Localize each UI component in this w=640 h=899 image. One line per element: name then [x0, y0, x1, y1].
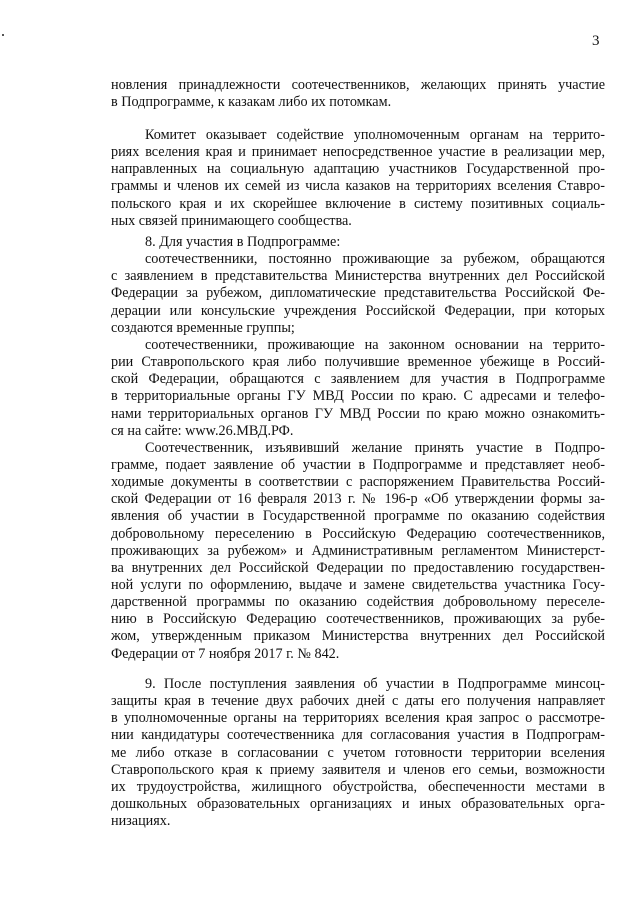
- text-line: в территориальные органы ГУ МВД России по краю. С адресами и телефо-: [111, 388, 605, 405]
- text-line: дошкольных образовательных организациях и иных образовательных орга-: [111, 796, 605, 813]
- text-line: Ставропольского края к приему заявителя и членов его семьи, возможности: [111, 761, 605, 778]
- text-line: соотечественники, проживающие на законном основании на террито-: [145, 336, 605, 353]
- text-line: нами территориальных органов ГУ МВД России по краю можно ознакомить-: [111, 405, 605, 422]
- text-line: добровольному переселению в Российскую Федерацию соотечественников,: [111, 525, 605, 542]
- text-line: дарственной программы по оказанию содействия добровольному переселе-: [111, 594, 605, 611]
- text-line: Федерации от 7 ноября 2017 г. № 842.: [111, 645, 340, 662]
- text-line: ской Федерации от 16 февраля 2013 г. № 196-р «Об утверждении формы за-: [111, 491, 605, 508]
- text-line: жом, утвержденным приказом Министерства внутренних дел Российской: [111, 628, 605, 645]
- text-line: ме либо отказе в согласовании с учетом готовности территории вселения: [111, 744, 605, 761]
- text-line: соотечественники, постоянно проживающие за рубежом, обращаются: [145, 251, 605, 268]
- text-line: ся на сайте: www.26.МВД.РФ.: [111, 422, 294, 439]
- text-line: грамме, подает заявление об участии в Подпрограмме и представляет необ-: [111, 456, 605, 473]
- text-line: дерации или консульские учреждения Российской Федерации, при которых: [111, 302, 605, 319]
- text-line: их трудоустройства, жилищного обустройства, обеспеченности местами в: [111, 778, 605, 795]
- scan-speck: [2, 34, 4, 36]
- text-line: направленных на социальную адаптацию участников Государственной про-: [111, 161, 605, 178]
- text-line: ной услуги по оформлению, выдаче и замене свидетельства участника Госу-: [111, 577, 605, 593]
- text-line: с заявлением в представительства Министерства внутренних дел Российской: [111, 268, 605, 285]
- text-line: низациях.: [111, 813, 171, 830]
- text-line: Федерации за рубежом, дипломатические представительства Российской Фе-: [111, 285, 605, 302]
- text-line: Соотечественник, изъявивший желание принять участие в Подпро-: [145, 439, 605, 456]
- text-line: 9. После поступления заявления об участии в Подпрограмме минсоц-: [145, 676, 605, 692]
- text-line: нию в Российскую Федерацию соотечественников, проживающих за рубе-: [111, 611, 605, 628]
- text-line: ходимые документы в соответствии с распоряжением Правительства Россий-: [111, 474, 605, 491]
- text-line: Комитет оказывает содействие уполномоченным органам на террито-: [145, 127, 605, 143]
- text-line: 8. Для участия в Подпрограмме:: [145, 234, 341, 250]
- text-line: польского края и их скорейшее включение в систему позитивных социаль-: [111, 195, 605, 212]
- text-line: ва внутренних дел Российской Федерации по предоставлению государствен-: [111, 559, 605, 576]
- text-line: ных связей принимающего сообщества.: [111, 212, 352, 229]
- text-line: ской Федерации, обращаются с заявлением для участия в Подпрограмме: [111, 371, 605, 388]
- text-line: явления об участии в Государственной программе по оказанию содействия: [111, 508, 605, 525]
- text-line: риях вселения края и принимает непосредственное участие в реализации мер,: [111, 144, 605, 161]
- text-line: проживающих за рубежом» и Административным регламентом Министерст-: [111, 542, 605, 559]
- text-line: нии кандидатуры соотечественника для согласования участия в Подпрограм-: [111, 727, 605, 744]
- page-number: 3: [592, 33, 600, 49]
- text-line: граммы и членов их семей из числа казаков на территориях вселения Ставро-: [111, 178, 605, 195]
- text-line: новления принадлежности соотечественников, желающих принять участие: [111, 77, 605, 93]
- text-line: защиты края в течение двух рабочих дней с даты его получения направляет: [111, 693, 605, 710]
- text-line: создаются временные группы;: [111, 319, 295, 336]
- text-line: рии Ставропольского края либо получившие временное убежище в Россий-: [111, 354, 605, 371]
- text-line: в уполномоченные органы на территориях вселения края запрос о рассмотре-: [111, 710, 605, 727]
- text-line: в Подпрограмме, к казакам либо их потомкам.: [111, 94, 392, 111]
